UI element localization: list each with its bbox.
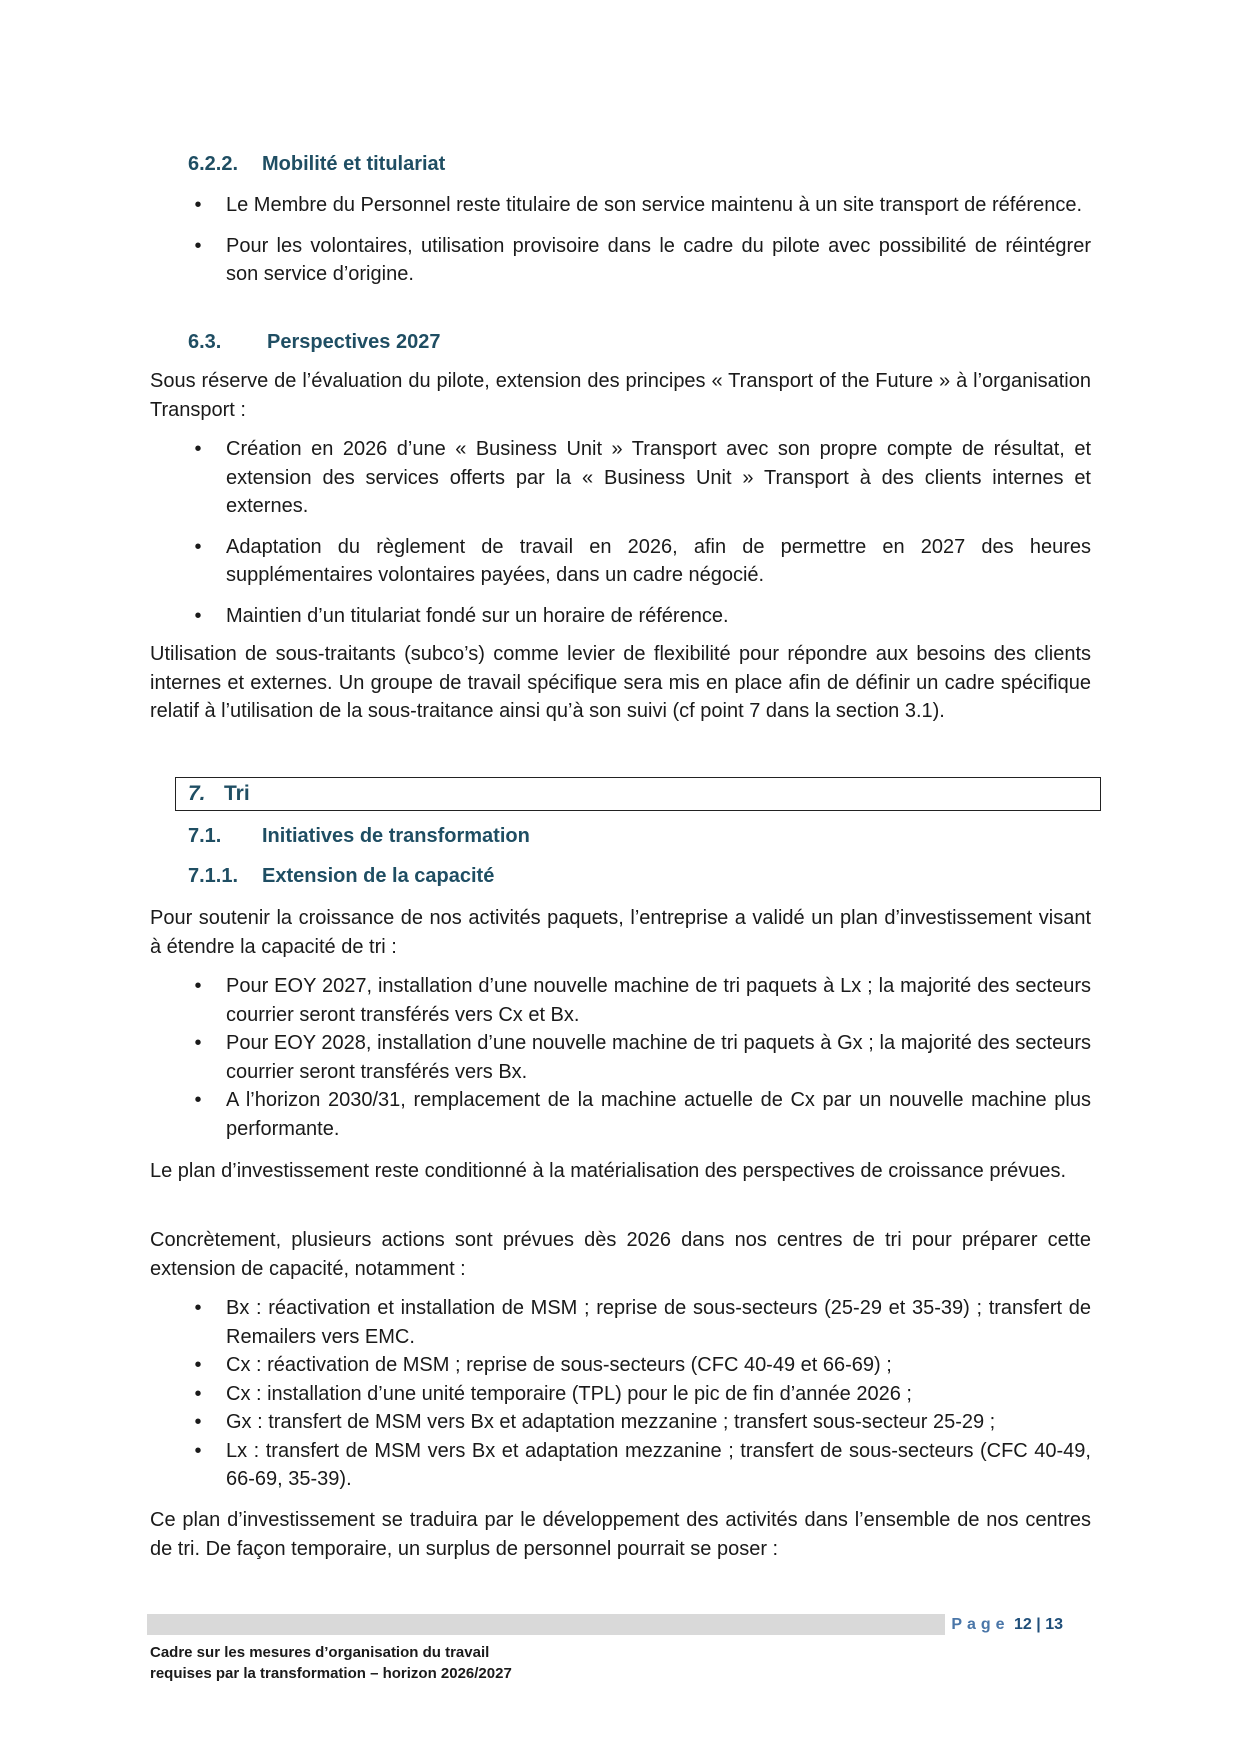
heading-number: 7.1.1. [188, 865, 239, 887]
heading-title: Mobilité et titulariat [262, 153, 446, 175]
list-item-text: Pour EOY 2027, installation d’une nouvelle machine de tri paquets à Lx ; la majorité des secteurs courrier seront transférés vers Cx et Bx. [226, 975, 1091, 1026]
list-item-text: Pour les volontaires, utilisation provisoire dans le cadre du pilote avec possibilité de réintégrer son service d’origine. [226, 234, 1091, 285]
footer-bar [147, 1614, 1067, 1635]
page-word: Page [951, 1616, 1010, 1633]
heading-6-3 [188, 330, 440, 354]
list-item-text: Cx : installation d’une unité temporaire (TPL) pour le pic de fin d’année 2026 ; [226, 1382, 912, 1405]
bullet-icon: • [194, 1297, 202, 1319]
bullet-icon: • [194, 975, 202, 997]
list-item-text: Cx : réactivation de MSM ; reprise de sous-secteurs (CFC 40-49 et 66-69) ; [226, 1354, 892, 1376]
footer-line: requises par la transformation – horizon 2026/2027 [150, 1665, 512, 1682]
heading-title: Extension de la capacité [262, 865, 495, 887]
list-item [150, 1029, 1091, 1086]
section-number: 7. [188, 782, 206, 805]
list-item-text: A l’horizon 2030/31, remplacement de la machine actuelle de Cx par un nouvelle machine plus performante. [226, 1089, 1091, 1140]
section-7-box [175, 777, 1101, 811]
heading-title: Initiatives de transformation [262, 825, 530, 847]
bullet-icon: • [194, 1411, 202, 1433]
list-item [150, 533, 1091, 590]
paragraph: Sous réserve de l’évaluation du pilote, extension des principes « Transport of the Future » à l’organisation Transport : [150, 370, 1091, 421]
heading-7-1 [188, 824, 530, 848]
list-item [150, 435, 1091, 521]
bullet-icon: • [194, 604, 202, 627]
bullet-icon: • [194, 438, 202, 460]
list-item-text: Gx : transfert de MSM vers Bx et adaptation mezzanine ; transfert sous-secteur 25-29 ; [226, 1411, 996, 1433]
footer-line: Cadre sur les mesures d’organisation du travail [150, 1644, 490, 1661]
list-item-text: Création en 2026 d’une « Business Unit » Transport avec son propre compte de résultat, et extension des services offerts par la « Business Unit » Transport à des clients internes et externes. [226, 438, 1091, 517]
paragraph: Concrètement, plusieurs actions sont prévues dès 2026 dans nos centres de tri pour préparer cette extension de capacité, notamment : [150, 1229, 1091, 1280]
list-item-text: Bx : réactivation et installation de MSM ; reprise de sous-secteurs (25-29 et 35-39) ; transfert de Remailers vers EMC. [226, 1297, 1091, 1348]
heading-title: Perspectives 2027 [267, 331, 441, 353]
bullet-list-6-3 [150, 435, 1091, 630]
list-item [150, 191, 1091, 220]
paragraph: Le plan d’investissement reste conditionné à la matérialisation des perspectives de croissance prévues. [150, 1160, 1067, 1182]
list-item-text: Lx : transfert de MSM vers Bx et adaptation mezzanine ; transfert de sous-secteurs (CFC 40-49, 66-69, 35-39). [226, 1439, 1091, 1490]
paragraph: Ce plan d’investissement se traduira par le développement des activités dans l’ensemble de nos centres de tri. De façon temporaire, un surplus de personnel pourrait se poser : [150, 1509, 1091, 1560]
bullet-icon: • [194, 234, 202, 257]
heading-number: 6.2.2. [188, 153, 239, 175]
list-item-text: Le Membre du Personnel reste titulaire de son service maintenu à un site transport de référence. [226, 194, 1083, 216]
bullet-icon: • [194, 194, 202, 216]
page-number [945, 1614, 1067, 1635]
bullet-icon: • [194, 1089, 202, 1111]
bullet-icon: • [194, 1032, 202, 1054]
list-item-text: Adaptation du règlement de travail en 2026, afin de permettre en 2027 des heures supplémentaires volontaires payées, dans un cadre négocié. [226, 535, 1091, 586]
page-num: 12 | 13 [1014, 1616, 1063, 1633]
list-item [150, 1351, 1091, 1380]
bullet-icon: • [194, 1382, 202, 1405]
bullet-icon: • [194, 1354, 202, 1376]
list-item [150, 1408, 1091, 1437]
paragraph: Pour soutenir la croissance de nos activités paquets, l’entreprise a validé un plan d’investissement visant à étendre la capacité de tri : [150, 907, 1091, 958]
section-title: Tri [224, 782, 250, 805]
list-item [150, 1437, 1091, 1494]
bullet-icon: • [194, 1439, 202, 1462]
heading-number: 6.3. [188, 331, 222, 353]
list-item [150, 602, 1091, 631]
list-item-text: Pour EOY 2028, installation d’une nouvelle machine de tri paquets à Gx ; la majorité des secteurs courrier seront transférés vers Bx. [226, 1032, 1091, 1083]
heading-7-1-1 [188, 864, 494, 888]
paragraph: Utilisation de sous-traitants (subco’s) comme levier de flexibilité pour répondre aux besoins des clients internes et externes. Un groupe de travail spécifique sera mis en place afin de définir un cadre spécifique relatif à l’utilisation de la sous-traitance ainsi qu’à son suivi (cf point 7 dans la section 3.1). [150, 643, 1091, 722]
heading-number: 7.1. [188, 825, 222, 847]
list-item [150, 1294, 1091, 1351]
footer-title [150, 1642, 512, 1684]
heading-6-2-2 [188, 152, 445, 176]
list-item [150, 1380, 1091, 1409]
action-list [150, 1294, 1091, 1494]
list-item [150, 232, 1091, 289]
list-item [150, 1086, 1091, 1143]
list-item [150, 972, 1091, 1029]
bullet-list-7-1-1 [150, 972, 1091, 1143]
bullet-list-6-2-2 [150, 191, 1091, 289]
bullet-icon: • [194, 535, 202, 558]
list-item-text: Maintien d’un titulariat fondé sur un horaire de référence. [226, 604, 729, 627]
